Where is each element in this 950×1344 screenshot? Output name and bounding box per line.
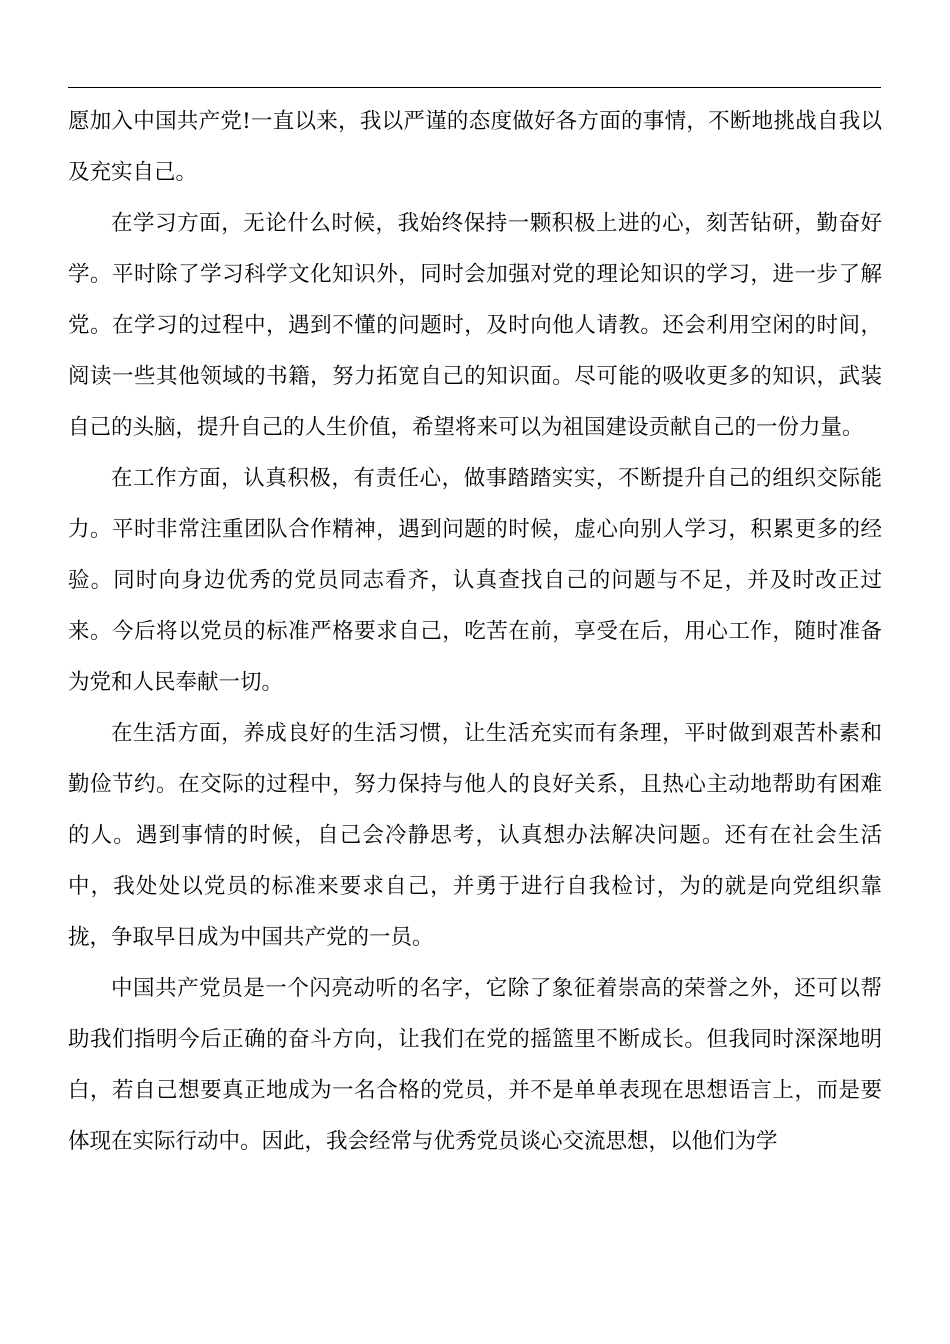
paragraph-study: 在学习方面，无论什么时候，我始终保持一颗积极上进的心，刻苦钻研，勤奋好学。平时除了学习科学文化知识外，同时会加强对党的理论知识的学习，进一步了解党。在学习的过程中，遇到不懂的问题时，及时向他人请教。还会利用空闲的时间，阅读一些其他领域的书籍，努力拓宽自己的知识面。尽可能的吸收更多的知识，武装自己的头脑，提升自己的人生价值，希望将来可以为祖国建设贡献自己的一份力量。 [68,211,882,440]
document-body [68,96,882,1167]
paragraph-continued: 愿加入中国共产党!一直以来，我以严谨的态度做好各方面的事情，不断地挑战自我以及充实自己。 [68,109,882,185]
paragraph-party-member: 中国共产党员是一个闪亮动听的名字，它除了象征着崇高的荣誉之外，还可以帮助我们指明今后正确的奋斗方向，让我们在党的摇篮里不断成长。但我同时深深地明白，若自己想要真正地成为一名合格的党员，并不是单单表现在思想语言上，而是要体现在实际行动中。因此，我会经常与优秀党员谈心交流思想，以他们为学 [68,976,882,1154]
header-rule [68,87,881,88]
paragraph-work: 在工作方面，认真积极，有责任心，做事踏踏实实，不断提升自己的组织交际能力。平时非常注重团队合作精神，遇到问题的时候，虚心向别人学习，积累更多的经验。同时向身边优秀的党员同志看齐，认真查找自己的问题与不足，并及时改正过来。今后将以党员的标准严格要求自己，吃苦在前，享受在后，用心工作，随时准备为党和人民奉献一切。 [68,466,882,695]
paragraph-life: 在生活方面，养成良好的生活习惯，让生活充实而有条理，平时做到艰苦朴素和勤俭节约。在交际的过程中，努力保持与他人的良好关系，且热心主动地帮助有困难的人。遇到事情的时候，自己会冷静思考，认真想办法解决问题。还有在社会生活中，我处处以党员的标准来要求自己，并勇于进行自我检讨，为的就是向党组织靠拢，争取早日成为中国共产党的一员。 [68,721,882,950]
